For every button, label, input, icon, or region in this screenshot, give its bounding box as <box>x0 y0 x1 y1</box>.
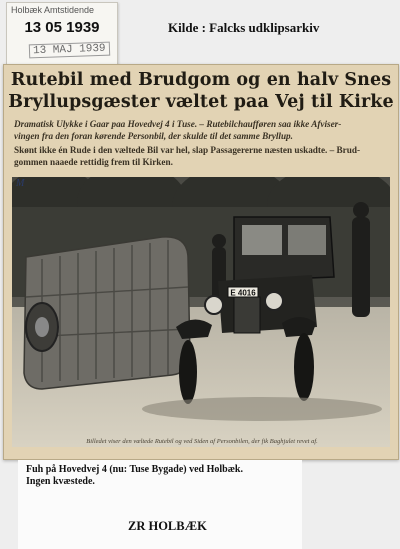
note-line-2: Ingen kvæstede. <box>26 476 95 487</box>
overturned-bus <box>24 237 190 389</box>
newspaper-name: Holbæk Amtstidende <box>11 5 95 15</box>
car-headlamp-left <box>205 296 223 314</box>
accident-photo <box>12 177 390 447</box>
car-shadow <box>142 397 382 421</box>
lead-line-1: Dramatisk Ulykke i Gaar paa Hovedvej 4 i Tuse. – Rutebilchaufføren saa ikke Afviser- <box>14 119 342 129</box>
place-label: ZR HOLBÆK <box>128 519 207 533</box>
newspaper-clipping <box>3 64 399 460</box>
car-radiator <box>234 297 260 333</box>
car-wheel-front-left <box>179 340 197 404</box>
headline-line-1: Rutebil med Brudgom og en halv Snes <box>10 70 392 90</box>
headline <box>4 69 398 113</box>
archive-note-card <box>18 460 302 549</box>
lead-paragraph-2 <box>14 145 390 168</box>
bus-hub <box>35 317 49 337</box>
margin-mark: M <box>16 178 25 189</box>
lead-line-4: gommen naaede rettidig frem til Kirken. <box>14 156 173 167</box>
lead-paragraph-1 <box>14 119 390 142</box>
archive-label-card <box>6 2 118 66</box>
headline-line-2: Bryllupsgæster væltet paa Vej til Kirke <box>8 92 394 112</box>
lead-line-3: Skønt ikke én Rude i den væltede Bil var hel, slap Passagererne næsten uskadte. – Brud- <box>14 145 361 155</box>
source-label: Kilde : Falcks udklipsarkiv <box>168 20 320 35</box>
car-headlamp-right <box>265 292 283 310</box>
note-line-1: Fuh på Hovedvej 4 (nu: Tuse Bygade) ved Holbæk. <box>26 464 243 475</box>
photo-caption: Billedet viser den væltede Rutebil og ved Siden af Personbilen, der fik Baghjulet revet af. <box>86 438 318 445</box>
date-stamp: 13 MAJ 1939 <box>29 42 110 59</box>
car-wheel-front-right <box>294 333 314 401</box>
archive-date: 13 05 1939 <box>24 19 100 36</box>
license-plate-text: E 4016 <box>230 288 256 298</box>
lead-line-2: vingen fra den foran kørende Personbil, der skulde til det samme Bryllup. <box>14 130 293 141</box>
